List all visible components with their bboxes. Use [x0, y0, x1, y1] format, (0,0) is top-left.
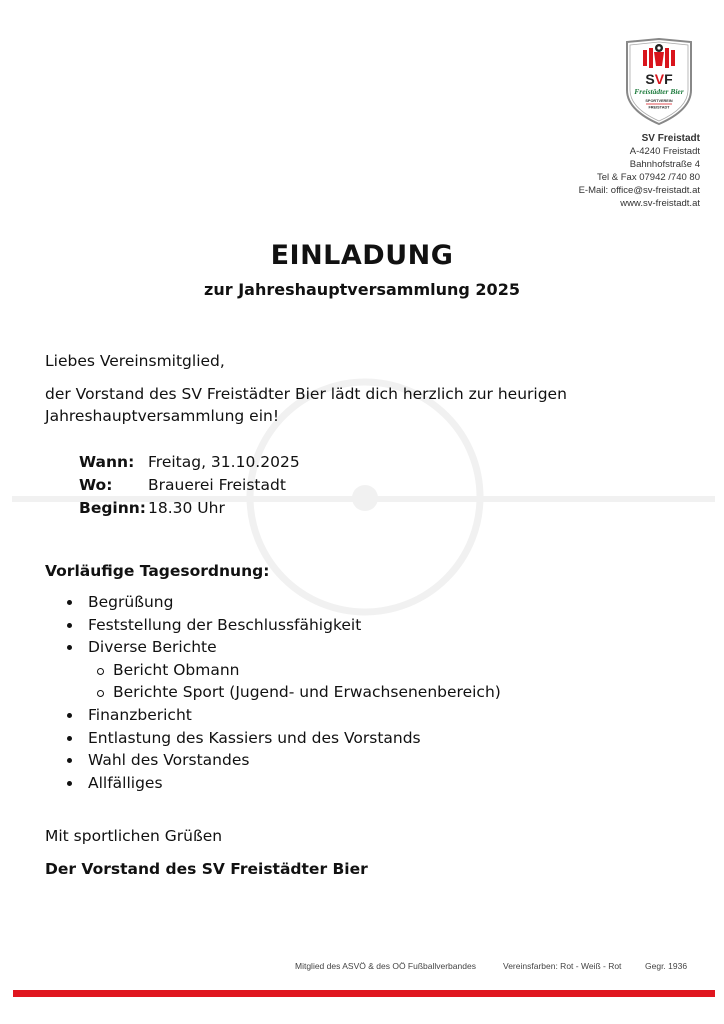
- agenda-subitem: Bericht Obmann: [45, 659, 501, 682]
- footer-red-bar: [13, 990, 715, 997]
- address-street: Bahnhofstraße 4: [629, 159, 700, 170]
- detail-value: Brauerei Freistadt: [148, 476, 286, 494]
- detail-label: Wann:: [79, 453, 135, 471]
- greeting: Liebes Vereinsmitglied,: [45, 352, 225, 370]
- closing-line: Mit sportlichen Grüßen: [45, 827, 223, 845]
- svg-text:FREISTADT: FREISTADT: [648, 105, 670, 110]
- footer-founded: Gegr. 1936: [645, 961, 688, 971]
- address-phone: Tel & Fax 07942 /740 80: [597, 172, 700, 183]
- svg-text:Freistädter Bier: Freistädter Bier: [634, 87, 684, 96]
- address-website[interactable]: www.sv-freistadt.at: [620, 198, 700, 209]
- agenda-subitem: Berichte Sport (Jugend- und Erwachsenenbereich): [45, 681, 501, 704]
- document-title: EINLADUNG: [270, 240, 454, 271]
- detail-value: Freitag, 31.10.2025: [148, 453, 300, 471]
- agenda-item: Feststellung der Beschlussfähigkeit: [45, 614, 501, 637]
- address-postal: A-4240 Freistadt: [629, 146, 700, 157]
- detail-label: Wo:: [79, 476, 113, 494]
- detail-where: [79, 474, 300, 497]
- detail-value: 18.30 Uhr: [148, 499, 225, 517]
- agenda-item: Begrüßung: [45, 591, 501, 614]
- agenda-list: [45, 591, 501, 794]
- agenda-item: Diverse Berichte: [45, 636, 501, 659]
- event-details: [79, 451, 300, 520]
- signoff: Der Vorstand des SV Freistädter Bier: [45, 860, 368, 878]
- club-address-block: [579, 132, 700, 210]
- intro-line-2: Jahreshauptversammlung ein!: [45, 407, 280, 425]
- agenda-item: Entlastung des Kassiers und des Vorstands: [45, 727, 501, 750]
- svg-text:SPORTVEREIN: SPORTVEREIN: [645, 99, 673, 103]
- intro-line-1: der Vorstand des SV Freistädter Bier lädt dich herzlich zur heurigen: [45, 385, 567, 403]
- svg-text:SVF: SVF: [645, 71, 673, 87]
- detail-start: [79, 497, 300, 520]
- agenda-item: Wahl des Vorstandes: [45, 749, 501, 772]
- agenda-item: Allfälliges: [45, 772, 501, 795]
- detail-label: Beginn:: [79, 499, 147, 517]
- agenda-heading: Vorläufige Tagesordnung:: [45, 562, 270, 580]
- club-name: SV Freistadt: [641, 133, 700, 144]
- footer-membership: Mitglied des ASVÖ & des OÖ Fußballverbandes: [295, 961, 476, 971]
- club-crest-logo: [624, 38, 694, 126]
- footer-club-colors: Vereinsfarben: Rot - Weiß - Rot: [503, 961, 622, 971]
- detail-when: [79, 451, 300, 474]
- document-subtitle: zur Jahreshauptversammlung 2025: [204, 280, 520, 299]
- address-email[interactable]: E-Mail: office@sv-freistadt.at: [578, 185, 700, 196]
- agenda-item: Finanzbericht: [45, 704, 501, 727]
